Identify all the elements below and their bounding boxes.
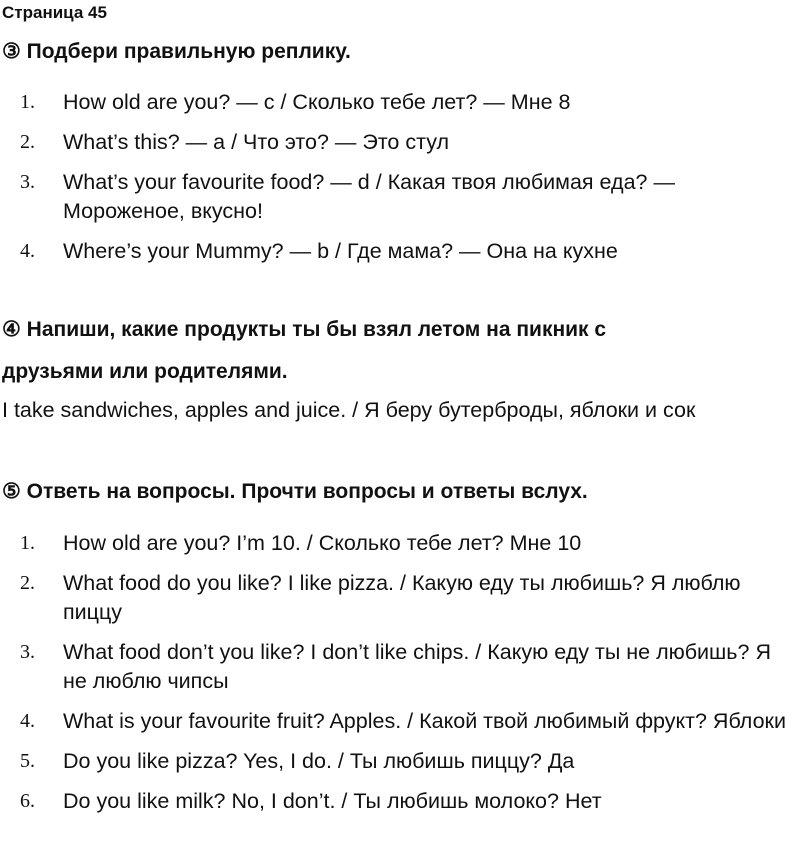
item-number: 2. bbox=[20, 572, 35, 594]
item-number: 3. bbox=[20, 641, 35, 663]
item-number: 4. bbox=[20, 710, 35, 732]
list-item bbox=[0, 638, 800, 696]
item-number: 1. bbox=[20, 91, 35, 113]
item-text: Do you like milk? No, I don’t. / Ты любишь молоко? Нет bbox=[63, 789, 602, 813]
item-text: What’s your favourite food? — d / Какая твоя любимая еда? — Мороженое, вкусно! bbox=[63, 170, 675, 223]
exercise-4-heading: ④ Напиши, какие продукты ты бы взял летом на пикник с друзьями или родителями. bbox=[2, 318, 607, 383]
list-item bbox=[0, 88, 800, 117]
item-text: What is your favourite fruit? Apples. / Какой твой любимый фрукт? Яблоки bbox=[63, 709, 786, 733]
item-number: 1. bbox=[20, 532, 35, 554]
list-item bbox=[0, 787, 800, 816]
exercise-5-heading: ⑤ Ответь на вопросы. Прочти вопросы и ответы вслух. bbox=[2, 480, 588, 503]
item-text: How old are you? I’m 10. / Сколько тебе лет? Мне 10 bbox=[63, 531, 582, 555]
item-number: 4. bbox=[20, 240, 35, 262]
list-item bbox=[0, 707, 800, 736]
item-number: 2. bbox=[20, 131, 35, 153]
item-text: What food don’t you like? I don’t like chips. / Какую еду ты не любишь? Я не люблю чипсы bbox=[63, 640, 771, 693]
item-text: How old are you? — c / Сколько тебе лет? — Мне 8 bbox=[63, 90, 571, 114]
list-item bbox=[0, 747, 800, 776]
exercise-3-list bbox=[0, 88, 800, 277]
exercise-3-heading: ③ Подбери правильную реплику. bbox=[2, 40, 351, 63]
exercise-5-list bbox=[0, 529, 800, 827]
list-item bbox=[0, 529, 800, 558]
exercise-4-answer: I take sandwiches, apples and juice. / Я беру бутерброды, яблоки и сок bbox=[2, 398, 696, 422]
item-text: What’s this? — a / Что это? — Это стул bbox=[63, 130, 450, 154]
list-item bbox=[0, 128, 800, 157]
item-number: 6. bbox=[20, 790, 35, 812]
list-item bbox=[0, 237, 800, 266]
list-item bbox=[0, 569, 800, 627]
item-text: What food do you like? I like pizza. / Какую еду ты любишь? Я люблю пиццу bbox=[63, 571, 741, 624]
item-text: Do you like pizza? Yes, I do. / Ты любишь пиццу? Да bbox=[63, 749, 575, 773]
item-text: Where’s your Mummy? — b / Где мама? — Она на кухне bbox=[63, 239, 618, 263]
list-item bbox=[0, 168, 800, 226]
page-title: Страница 45 bbox=[2, 3, 107, 22]
item-number: 3. bbox=[20, 171, 35, 193]
item-number: 5. bbox=[20, 750, 35, 772]
